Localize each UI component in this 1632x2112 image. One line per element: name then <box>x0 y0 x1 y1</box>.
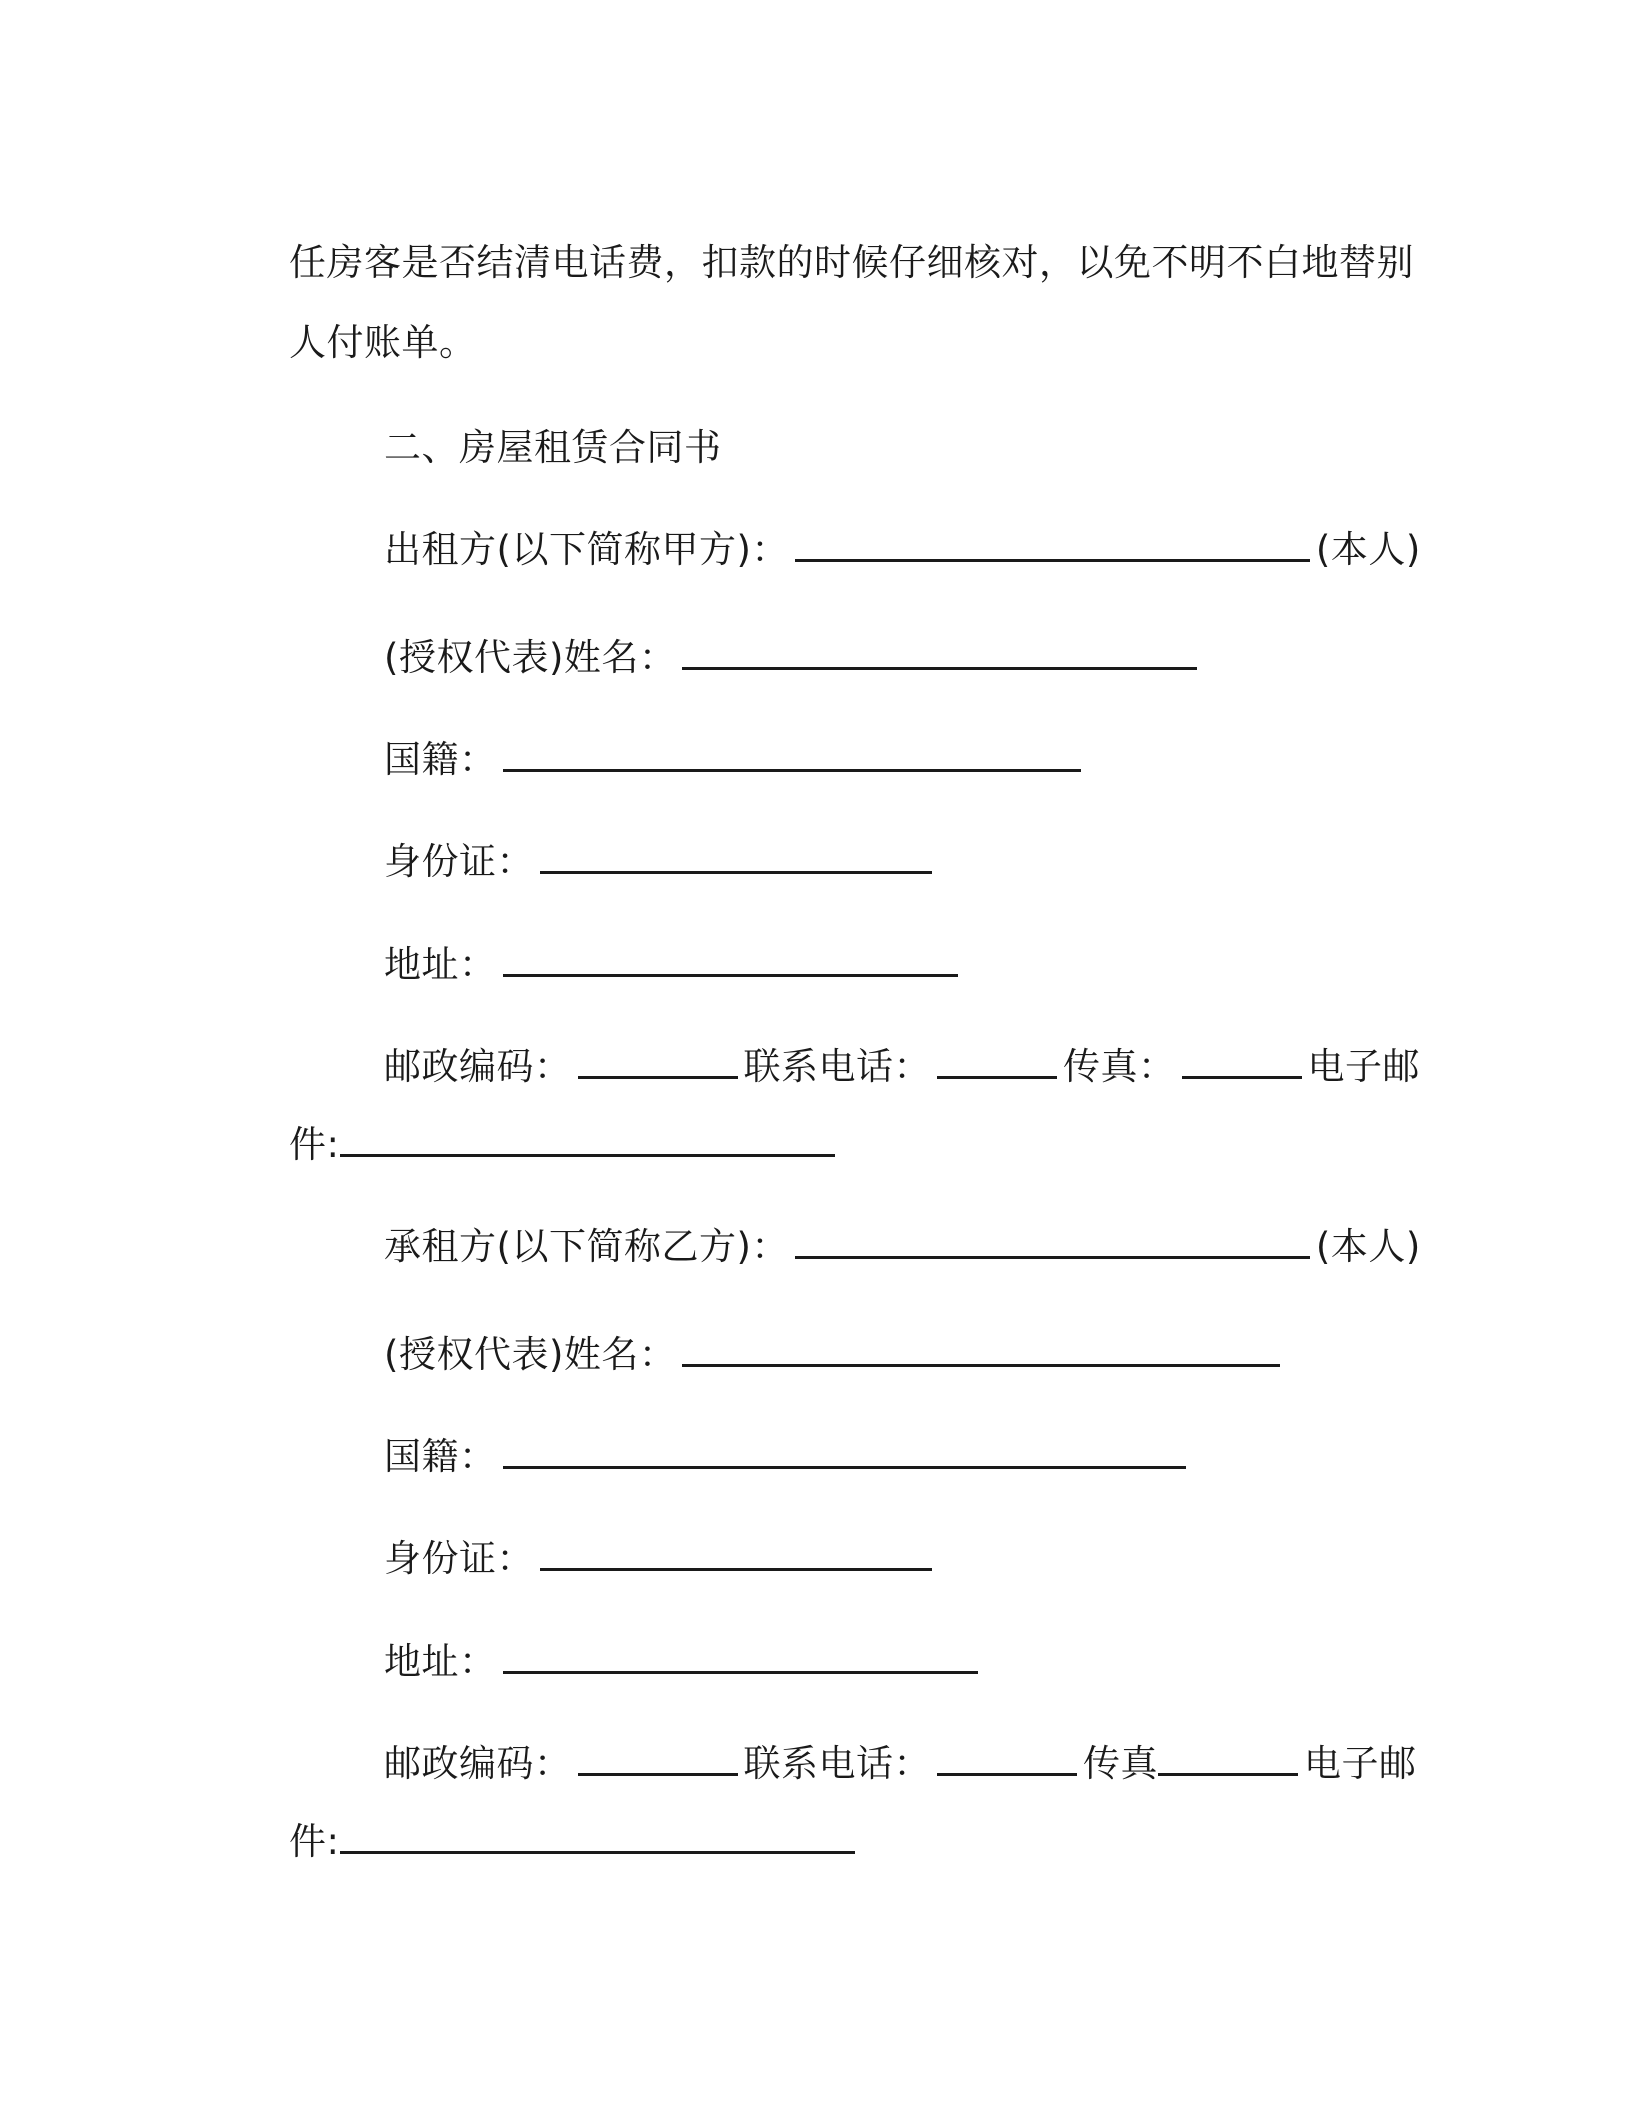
lessee-id-label: 身份证： <box>384 1537 535 1580</box>
lessee-name-label: (授权代表)姓名： <box>384 1333 677 1376</box>
lessee-email-row <box>240 1767 861 1917</box>
lessor-nationality-label: 国籍： <box>384 738 497 781</box>
lessor-name-label: (授权代表)姓名： <box>384 636 677 679</box>
lessee-phone-blank[interactable] <box>937 1739 1077 1776</box>
lessor-party-suffix: (本人) <box>1315 528 1421 571</box>
lessee-email-label-start: 电子邮 <box>1304 1742 1417 1785</box>
lessor-email-label-start: 电子邮 <box>1307 1045 1421 1088</box>
lessee-fax-blank[interactable] <box>1158 1739 1298 1776</box>
paragraph-text: 任房客是否结清电话费，扣款的时候仔细核对，以免不明不白地替别 <box>289 241 1415 284</box>
section-heading-text: 二、房屋租赁合同书 <box>384 426 722 469</box>
lessee-party-label: 承租方(以下简称乙方)： <box>384 1225 789 1268</box>
lessee-party-suffix: (本人) <box>1315 1225 1421 1268</box>
lessor-nationality-blank[interactable] <box>503 735 1081 772</box>
lessor-email-blank[interactable] <box>340 1120 835 1157</box>
lessor-fax-blank[interactable] <box>1182 1042 1302 1079</box>
lessee-id-blank[interactable] <box>540 1534 932 1571</box>
lessor-postcode-label: 邮政编码： <box>384 1045 572 1088</box>
lessor-phone-blank[interactable] <box>937 1042 1057 1079</box>
lessor-fax-label: 传真： <box>1063 1045 1176 1088</box>
lessee-party-blank[interactable] <box>795 1222 1310 1259</box>
lessor-name-blank[interactable] <box>682 633 1197 670</box>
lessor-address-blank[interactable] <box>503 940 958 977</box>
lessor-email-label-end: 件: <box>289 1123 340 1166</box>
lessee-address-blank[interactable] <box>503 1637 978 1674</box>
lessee-email-blank[interactable] <box>340 1817 855 1854</box>
lessor-party-blank[interactable] <box>795 525 1310 562</box>
lessee-nationality-label: 国籍： <box>384 1435 497 1478</box>
lessee-address-label: 地址： <box>384 1640 497 1683</box>
lessor-id-label: 身份证： <box>384 840 535 883</box>
lessor-address-label: 地址： <box>384 943 497 986</box>
lessee-name-blank[interactable] <box>682 1330 1280 1367</box>
paragraph-text: 人付账单。 <box>289 321 477 364</box>
lessor-id-blank[interactable] <box>540 837 932 874</box>
lessee-phone-label: 联系电话： <box>743 1742 932 1785</box>
lessor-phone-label: 联系电话： <box>743 1045 932 1088</box>
lessee-nationality-blank[interactable] <box>503 1432 1186 1469</box>
lessee-fax-label: 传真 <box>1083 1742 1159 1785</box>
lessee-postcode-label: 邮政编码： <box>384 1742 572 1785</box>
lessor-party-label: 出租方(以下简称甲方)： <box>384 528 789 571</box>
lessee-email-label-end: 件: <box>289 1820 340 1863</box>
